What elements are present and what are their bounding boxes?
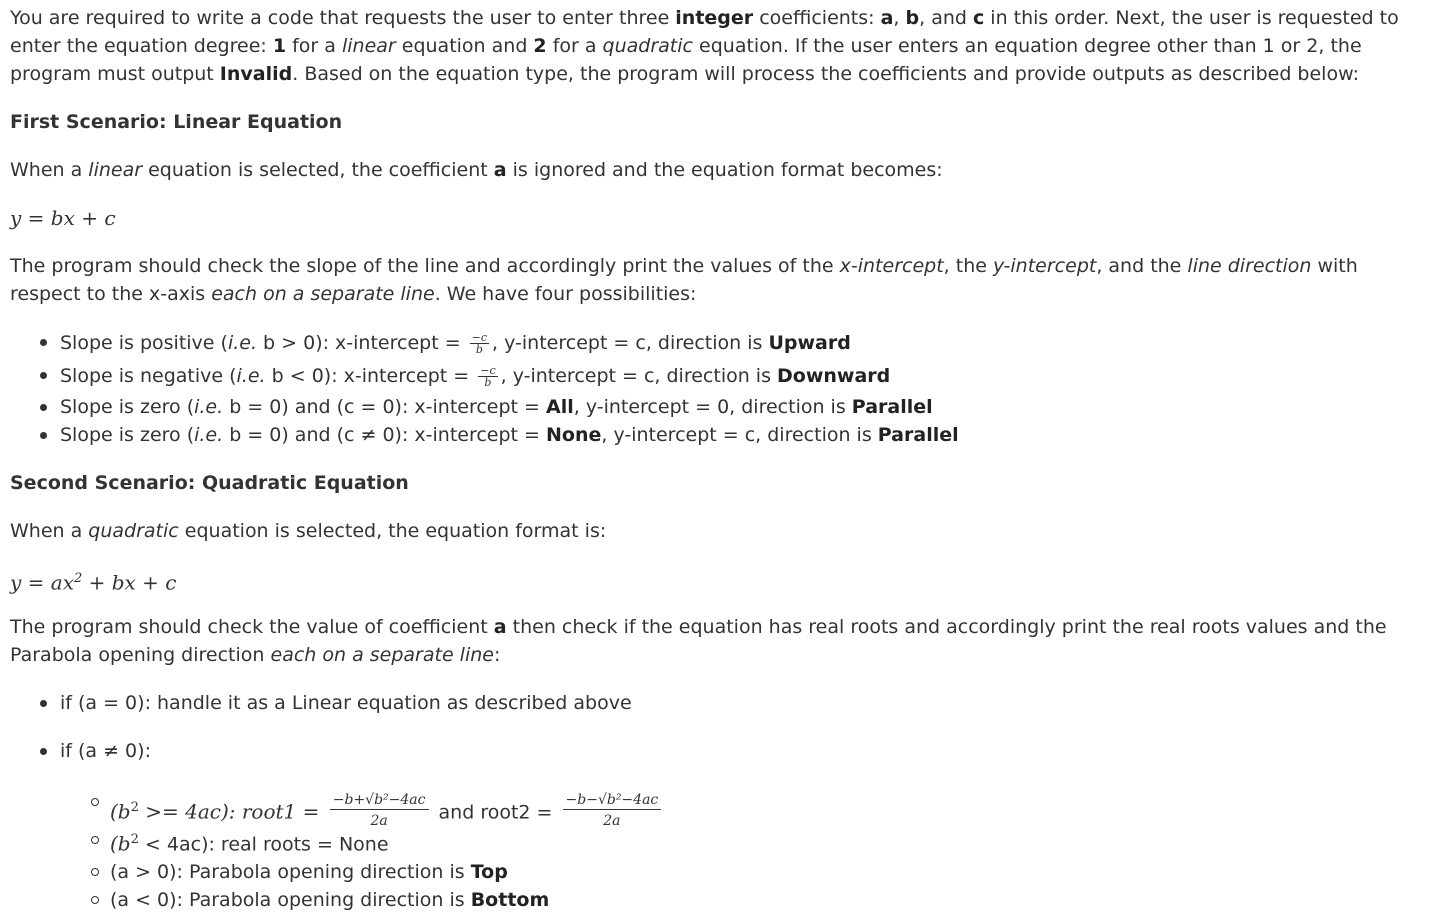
x-intercept-term: x-intercept [839,255,944,277]
text: (a > 0): Parabola opening direction is [110,861,471,884]
intro-text: . Based on the equation type, the program will process the coefficients and provide outputs as described below: [292,63,1359,85]
coef-a: a [880,7,894,29]
coef-c: c [973,7,985,29]
text: . We have four possibilities: [434,283,697,305]
fraction [478,365,497,388]
text: , y-intercept = 0, direction is [573,396,852,418]
y-intercept-term: y-intercept [992,255,1097,277]
text: b > 0): x-intercept = [257,332,467,354]
quadratic-intro [10,517,1410,545]
exponent: 2 [73,571,83,586]
list-item: if (a = 0): handle it as a Linear equation as described above [10,689,1410,717]
integer-emphasis: integer [675,7,754,29]
denominator: 2a [603,813,621,830]
text: and root2 = [432,801,559,824]
direction-result: Top [470,861,508,884]
quadratic-term: quadratic [88,520,179,542]
text: equation is selected, the equation format is: [178,520,607,542]
denominator: 2a [370,813,388,830]
intro-text: , [893,7,906,29]
quadratic-bullet-1 [10,689,1410,717]
numerator: −c [471,331,488,344]
direction-result: Downward [777,365,891,387]
exponent: 2 [130,832,139,847]
separate-line-term: each on a separate line [270,644,494,666]
direction-result: Bottom [470,889,550,912]
text: (a < 0): Parabola opening direction is [110,889,471,912]
text: b < 0): x-intercept = [265,365,476,387]
direction-result: Parallel [877,424,959,446]
intro-text: equation and [395,35,534,57]
text: is ignored and the equation format becomes: [506,159,943,181]
direction-result: Parallel [851,396,933,418]
text: Slope is negative ( [60,365,237,387]
ie: i.e. [227,332,258,354]
quadratic-term: quadratic [602,35,693,57]
ie: i.e. [236,365,266,387]
quadratic-bullet-2 [10,737,1410,765]
text: with respect to the x-axis [10,255,1358,305]
x-intercept-result: All [546,396,574,418]
root2-fraction [563,791,662,830]
intro-text: coefficients: [753,7,881,29]
invalid-output: Invalid [219,63,293,85]
degree-two: 2 [533,35,547,57]
line-direction-term: line direction [1187,255,1312,277]
quadratic-description [10,613,1410,669]
text: The program should check the value of coefficient [10,616,494,638]
intro-text: for a [546,35,603,57]
linear-intro [10,156,1410,184]
numerator: −b−√b²−4ac [563,791,662,810]
list-item [10,393,1410,421]
ie: i.e. [194,396,224,418]
linear-description [10,252,1410,308]
coef-a: a [493,159,507,181]
text: The program should check the slope of the line and accordingly print the values of the [10,255,840,277]
intro-paragraph [10,4,1410,88]
denominator: b [484,376,492,389]
coef-a: a [493,616,507,638]
intro-text: in this order. Next, the user is requested to enter the equation degree: [10,7,1399,57]
list-item [10,826,1410,858]
text: Slope is positive ( [60,332,228,354]
exponent: 2 [130,800,139,815]
x-intercept-result: None [546,424,602,446]
list-item [10,328,1410,361]
list-item [10,886,1410,914]
text: Slope is zero ( [60,396,195,418]
separate-line-term: each on a separate line [211,283,435,305]
text: When a [10,159,89,181]
text: When a [10,520,89,542]
quadratic-subcases [10,788,1410,914]
linear-equation: y = bx + c [10,206,116,230]
denominator: b [475,343,483,356]
quadratic-heading: Second Scenario: Quadratic Equation [10,472,409,494]
linear-term: linear [341,35,396,57]
intro-text: equation. If the user enters an equation degree other than 1 or 2, the program must output [10,35,1362,85]
fraction [470,332,489,355]
linear-cases-list [10,328,1410,449]
list-item [10,788,1410,830]
text: b = 0) and (c = 0): x-intercept = [223,396,546,418]
direction-result: Upward [768,332,851,354]
text: , and the [1096,255,1188,277]
equation-part: + bx + c [82,570,177,595]
numerator: −c [480,364,496,377]
intro-text: , and [919,7,973,29]
condition: (b [110,831,131,856]
text: , y-intercept = c, direction is [492,332,769,354]
numerator: −b+√b²−4ac [330,791,429,810]
list-item: if (a ≠ 0): [10,737,1410,765]
linear-term: linear [88,159,143,181]
text: : [493,644,501,666]
linear-heading: First Scenario: Linear Equation [10,111,343,133]
text: Slope is zero ( [60,424,195,446]
degree-one: 1 [272,35,287,57]
text: , y-intercept = c, direction is [500,365,778,387]
text: , y-intercept = c, direction is [601,424,878,446]
text: < 4ac): real roots = None [138,833,389,856]
intro-text: You are required to write a code that requests the user to enter three [10,7,676,29]
ie: i.e. [194,424,224,446]
condition: >= 4ac): root1 = [138,799,326,824]
root1-fraction [330,791,429,830]
text: equation is selected, the coefficient [142,159,494,181]
condition: (b [110,799,131,824]
list-item [10,361,1410,393]
text: b = 0) and (c ≠ 0): x-intercept = [223,424,546,446]
intro-text: for a [286,35,342,57]
list-item [10,421,1410,449]
equation-part: y = ax [10,570,74,595]
coef-b: b [905,7,920,29]
text: then check if the equation has real roots and accordingly print the real roots values and the Parabola opening direction [10,616,1387,666]
text: , the [943,255,993,277]
quadratic-equation [10,565,1410,597]
list-item [10,858,1410,886]
